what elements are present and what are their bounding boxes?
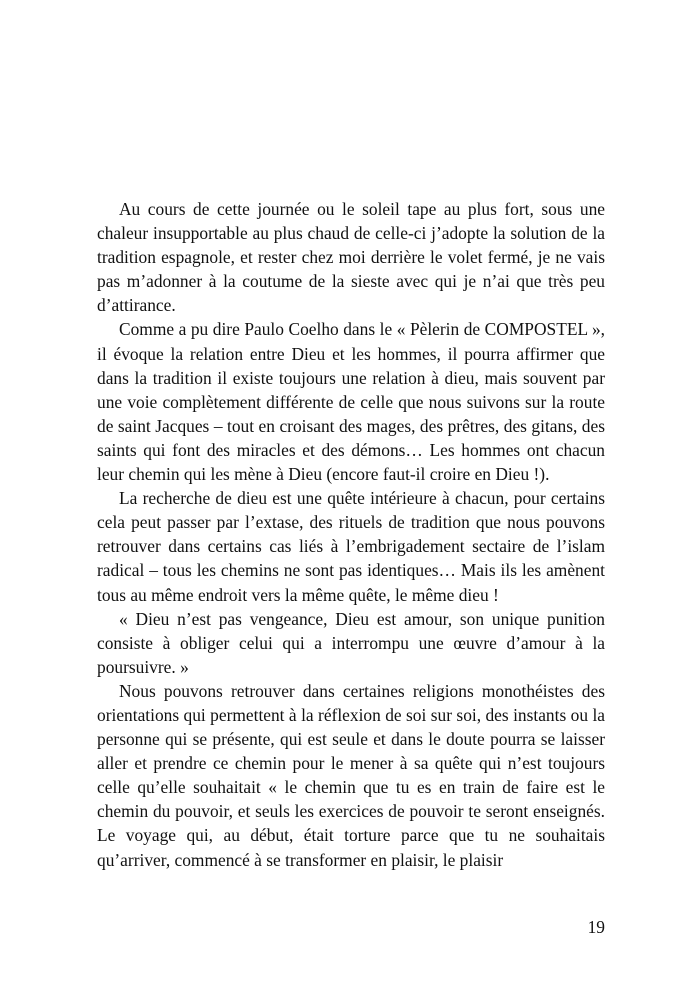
paragraph-siesta: Au cours de cette journée ou le soleil tape au plus fort, sous une chaleur insupportable au plus chaud de celle-ci j’adopte la solution de la tradition espagnole, et rester chez moi derrière le volet fermé, je ne vais pas m’adonner à la coutume de la sieste avec qui je n’ai que très peu d’attirance. xyxy=(97,199,605,316)
page-number: 19 xyxy=(587,917,605,937)
paragraph-quest: La recherche de dieu est une quête intérieure à chacun, pour certains cela peut passer par l’extase, des rituels de tradition que nous pouvons retrouver dans certains cas liés à l’embrigadement sectaire de l’islam radical – tous les chemins ne sont pas identiques… Mais ils les amènent tous au même endroit vers la même quête, le même dieu ! xyxy=(97,488,605,605)
paragraph-quote: « Dieu n’est pas vengeance, Dieu est amour, son unique punition consiste à obliger celui qui a interrompu une œuvre d’amour à la poursuivre. » xyxy=(97,608,605,677)
body-text xyxy=(97,197,605,872)
paragraph-coelho: Comme a pu dire Paulo Coelho dans le « Pèlerin de COMPOSTEL », il évoque la relation entre Dieu et les hommes, il pourra affirmer que dans la tradition il existe toujours une relation à dieu, mais souvent par une voie complètement différente de celle que nous suivons sur la route de saint Jacques – tout en croisant des mages, des prêtres, des gitans, des saints qui font des miracles et des démons… Les hommes ont chacun leur chemin qui les mène à Dieu (encore faut-il croire en Dieu !). xyxy=(97,319,605,485)
paragraph-religions: Nous pouvons retrouver dans certaines religions monothéistes des orientations qui permettent à la réflexion de soi sur soi, des instants ou la personne qui se présente, qui est seule et dans le doute pourra se laisser aller et prendre ce chemin pour le mener à sa quête qui n’est toujours celle qu’elle souhaitait « le chemin que tu es en train de faire est le chemin du pouvoir, et seuls les exercices de pouvoir te seront enseignés. Le voyage qui, au début, était torture parce que tu ne souhaitais qu’arriver, commencé à se transformer en plaisir, le plaisir xyxy=(97,680,605,870)
